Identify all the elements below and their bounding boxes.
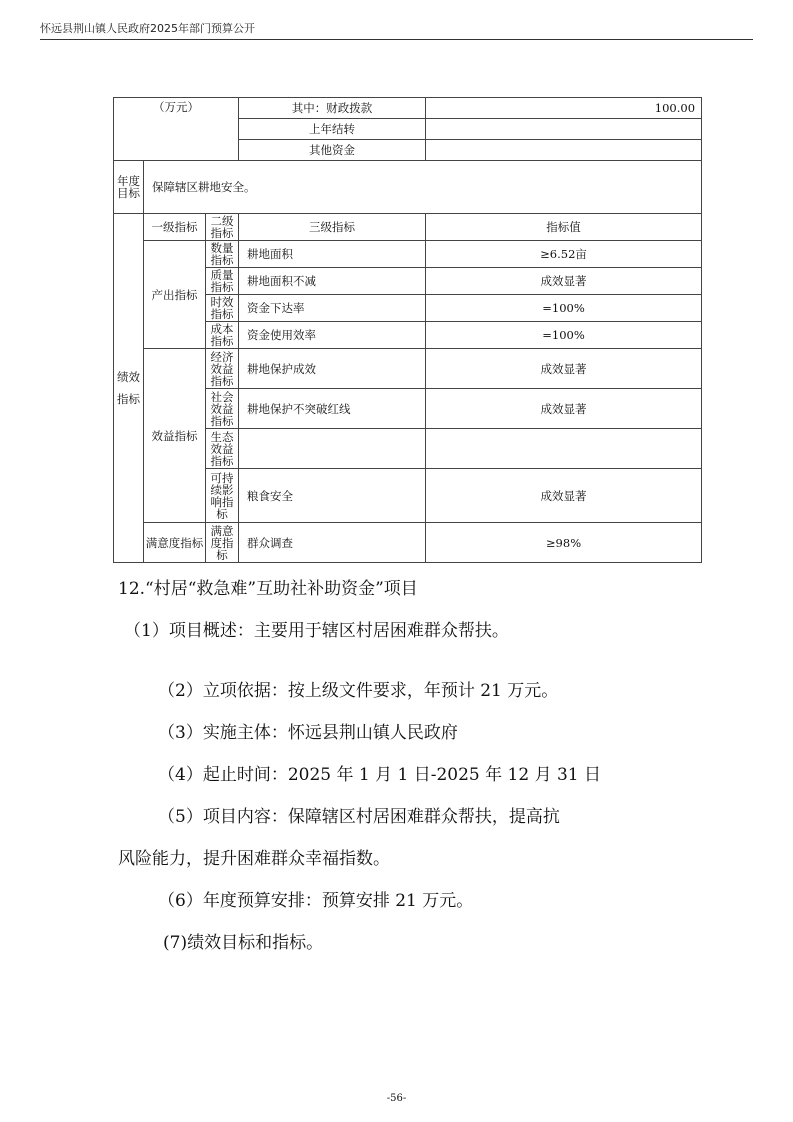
satisfaction-l1: 满意度指标 [144,523,206,563]
header-level1: 一级指标 [144,214,206,241]
output-value: =100% [426,322,702,349]
other-funds-label: 其他资金 [239,140,426,161]
output-l2: 数量指标 [206,241,239,268]
satisfaction-l3: 群众调查 [239,523,426,563]
annual-goal-content: 保障辖区耕地安全。 [144,161,702,214]
carryover-value [426,119,702,140]
page-header: 怀远县荆山镇人民政府2025年部门预算公开 [40,22,255,35]
output-l2: 时效指标 [206,295,239,322]
output-l3: 资金使用效率 [239,322,426,349]
benefit-l2: 经济效益指标 [206,349,239,389]
benefit-value: 成效显著 [426,469,702,523]
benefit-value: 成效显著 [426,349,702,389]
fiscal-label: 其中：财政拨款 [239,98,426,119]
header-divider [40,39,753,40]
benefit-l2: 可持续影响指标 [206,469,239,523]
output-value: 成效显著 [426,268,702,295]
benefit-l2: 社会效益指标 [206,389,239,429]
output-l2: 质量指标 [206,268,239,295]
page-number: -56- [386,1093,407,1104]
carryover-label: 上年结转 [239,119,426,140]
funds-unit-cell: （万元） [114,98,239,161]
paragraph-budget: （6）年度预算安排：预算安排 21 万元。 [158,891,474,911]
satisfaction-l2: 满意度指标 [206,523,239,563]
benefit-l2: 生态效益指标 [206,429,239,469]
output-l2: 成本指标 [206,322,239,349]
benefit-l3: 粮食安全 [239,469,426,523]
output-l3: 耕地面积不减 [239,268,426,295]
performance-table [113,97,702,563]
satisfaction-value: ≥98% [426,523,702,563]
paragraph-implementer: （3）实施主体：怀远县荆山镇人民政府 [158,723,458,743]
output-value: ≥6.52亩 [426,241,702,268]
paragraph-goals: (7)绩效目标和指标。 [163,933,324,953]
benefit-value [426,429,702,469]
output-value: =100% [426,295,702,322]
benefit-l3: 耕地保护不突破红线 [239,389,426,429]
header-level2: 二级指标 [206,214,239,241]
output-indicator-label: 产出指标 [144,241,206,349]
paragraph-content-line1: （5）项目内容：保障辖区村居困难群众帮扶，提高抗 [158,807,560,827]
benefit-indicator-label: 效益指标 [144,349,206,523]
header-value: 指标值 [426,214,702,241]
paragraph-overview: （1）项目概述：主要用于辖区村居困难群众帮扶。 [124,621,509,641]
output-l3: 资金下达率 [239,295,426,322]
benefit-value: 成效显著 [426,389,702,429]
paragraph-period: （4）起止时间：2025 年 1 月 1 日-2025 年 12 月 31 日 [158,765,602,785]
paragraph-content-line2: 风险能力，提升困难群众幸福指数。 [118,849,390,869]
benefit-l3: 耕地保护成效 [239,349,426,389]
output-l3: 耕地面积 [239,241,426,268]
other-funds-value [426,140,702,161]
paragraph-basis: （2）立项依据：按上级文件要求，年预计 21 万元。 [158,681,559,701]
section-title: 12.“村居“救急难”互助社补助资金”项目 [118,579,418,599]
benefit-l3 [239,429,426,469]
header-level3: 三级指标 [239,214,426,241]
fiscal-value: 100.00 [426,98,702,119]
performance-label: 绩效指标 [114,214,144,563]
annual-goal-label: 年度目标 [114,161,144,214]
